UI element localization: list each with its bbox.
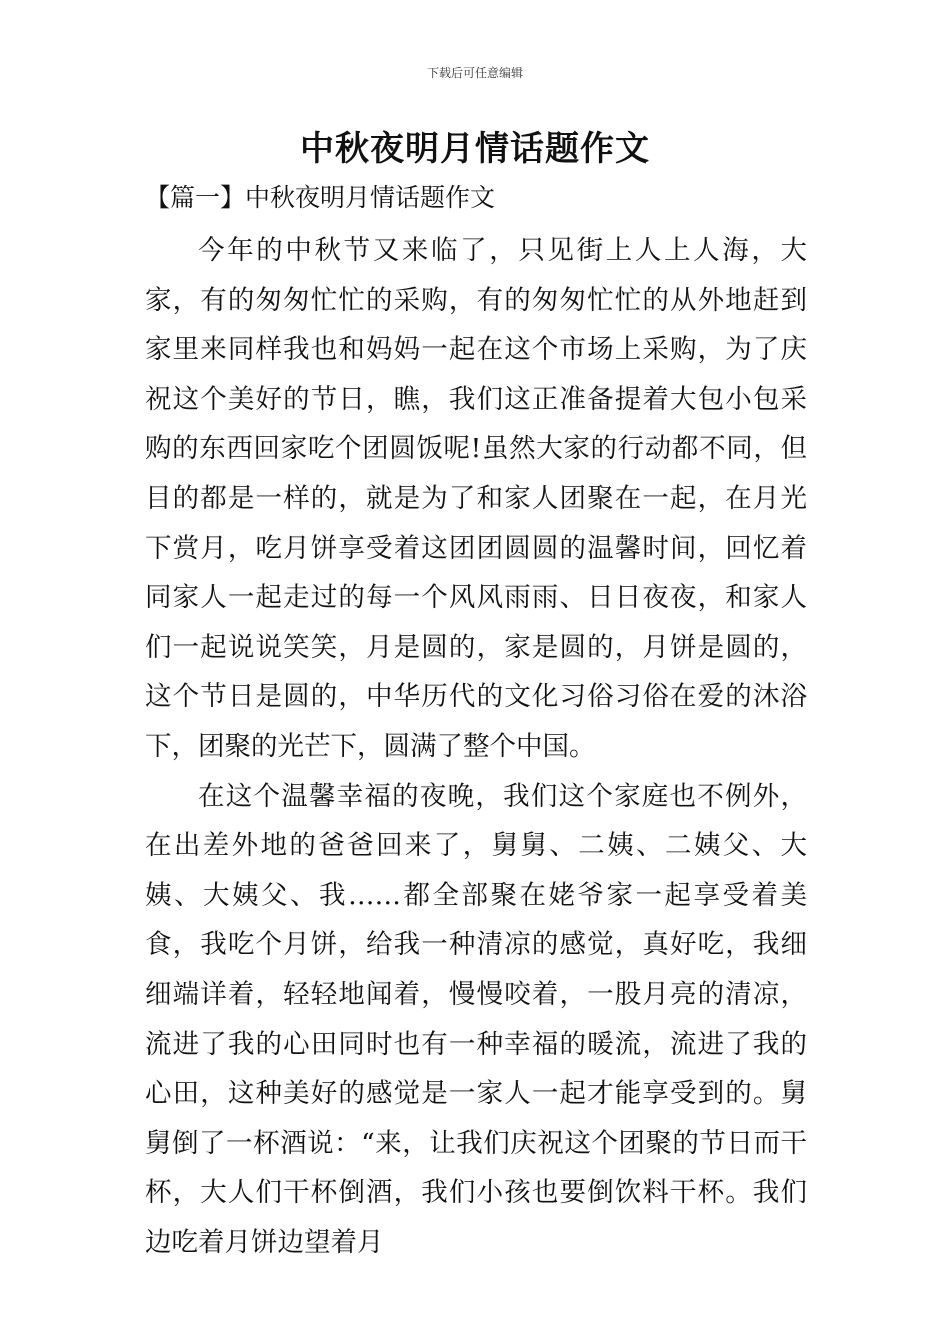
header-note: 下载后可任意编辑 bbox=[426, 66, 523, 80]
document-title: 中秋夜明月情话题作文 bbox=[300, 129, 650, 169]
paragraph-1: 今年的中秋节又来临了，只见街上人上人海，大家，有的匆匆忙忙的采购，有的匆匆忙忙的从外地赶到家里来同样我也和妈妈一起在这个市场上采购，为了庆祝这个美好的节日，瞧，我们这正准备提着大包小包采购的东西回家吃个团圆饭呢!虽然大家的行动都不同，但目的都是一样的，就是为了和家人团聚在一起，在月光下赏月，吃月饼享受着这团团圆圆的温馨时间，回忆着同家人一起走过的每一个风风雨雨、日日夜夜，和家人们一起说说笑笑，月是圆的，家是圆的，月饼是圆的，这个节日是圆的，中华历代的文化习俗习俗在爱的沐浴下，团聚的光芒下，圆满了整个中国。 bbox=[145, 235, 807, 762]
body-text bbox=[145, 226, 807, 1267]
paragraph-2: 在这个温馨幸福的夜晚，我们这个家庭也不例外，在出差外地的爸爸回来了，舅舅、二姨、二姨父、大姨、大姨父、我……都全部聚在姥爷家一起享受着美食，我吃个月饼，给我一种清凉的感觉，真好吃，我细细端详着，轻轻地闻着，慢慢咬着，一股月亮的清凉，流进了我的心田同时也有一种幸福的暖流，流进了我的心田，这种美好的感觉是一家人一起才能享受到的。舅舅倒了一杯酒说：“来，让我们庆祝这个团聚的节日而干杯，大人们干杯倒酒，我们小孩也要倒饮料干杯。我们边吃着月饼边望着月 bbox=[145, 780, 807, 1258]
section-heading: 【篇一】中秋夜明月情话题作文 bbox=[145, 183, 496, 212]
